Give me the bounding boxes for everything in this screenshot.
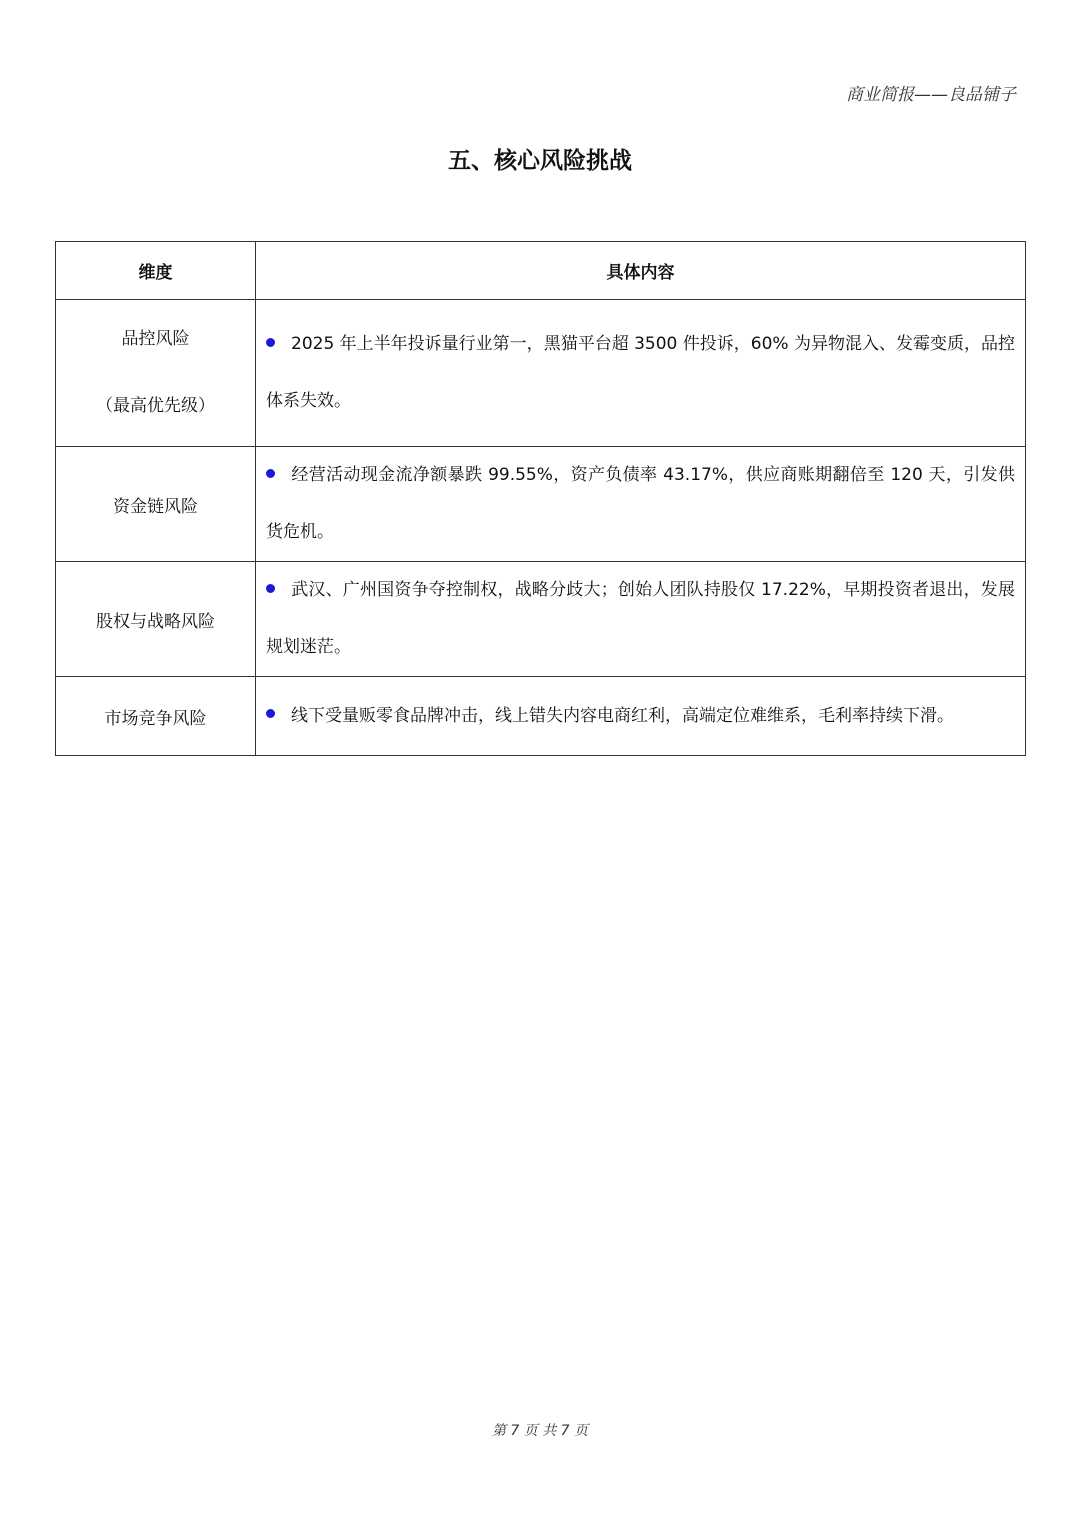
bullet-icon bbox=[266, 584, 275, 593]
dimension-label: 股权与战略风险 bbox=[96, 611, 215, 632]
page-number: 第 7 页 共 7 页 bbox=[491, 1423, 589, 1439]
content-cell bbox=[256, 300, 1026, 447]
dimension-note: （最高优先级） bbox=[96, 396, 215, 416]
content-text: 经营活动现金流净额暴跌 99.55%，资产负债率 43.17%，供应商账期翻倍至 120 天，引发供货危机。 bbox=[266, 465, 1015, 542]
bullet-icon bbox=[266, 469, 275, 478]
dimension-label: 品控风险 bbox=[121, 329, 190, 349]
bullet-icon bbox=[266, 338, 275, 347]
content-text: 武汉、广州国资争夺控制权，战略分歧大；创始人团队持股仅 17.22%，早期投资者退出，发展规划迷茫。 bbox=[266, 580, 1015, 657]
column-header-content: 具体内容 bbox=[256, 242, 1026, 300]
dimension-cell bbox=[56, 562, 256, 677]
dimension-label: 市场竞争风险 bbox=[104, 708, 207, 729]
running-header: 商业简报——良品铺子 bbox=[846, 85, 1016, 105]
table-row bbox=[56, 677, 1026, 756]
content-cell bbox=[256, 562, 1026, 677]
table-row bbox=[56, 562, 1026, 677]
content-cell bbox=[256, 677, 1026, 756]
table-header-row bbox=[56, 242, 1026, 300]
content-text: 2025 年上半年投诉量行业第一，黑猫平台超 3500 件投诉，60% 为异物混入、发霉变质，品控体系失效。 bbox=[266, 334, 1015, 411]
risk-table bbox=[55, 241, 1026, 756]
table-row bbox=[56, 300, 1026, 447]
column-header-dimension: 维度 bbox=[56, 242, 256, 300]
section-title: 五、核心风险挑战 bbox=[448, 148, 632, 174]
content-text: 线下受量贩零食品牌冲击，线上错失内容电商红利，高端定位难维系，毛利率持续下滑。 bbox=[291, 705, 954, 726]
dimension-label: 资金链风险 bbox=[113, 496, 198, 517]
bullet-icon bbox=[266, 709, 275, 718]
dimension-cell bbox=[56, 300, 256, 447]
dimension-cell bbox=[56, 447, 256, 562]
content-cell bbox=[256, 447, 1026, 562]
table-row bbox=[56, 447, 1026, 562]
dimension-cell bbox=[56, 677, 256, 756]
